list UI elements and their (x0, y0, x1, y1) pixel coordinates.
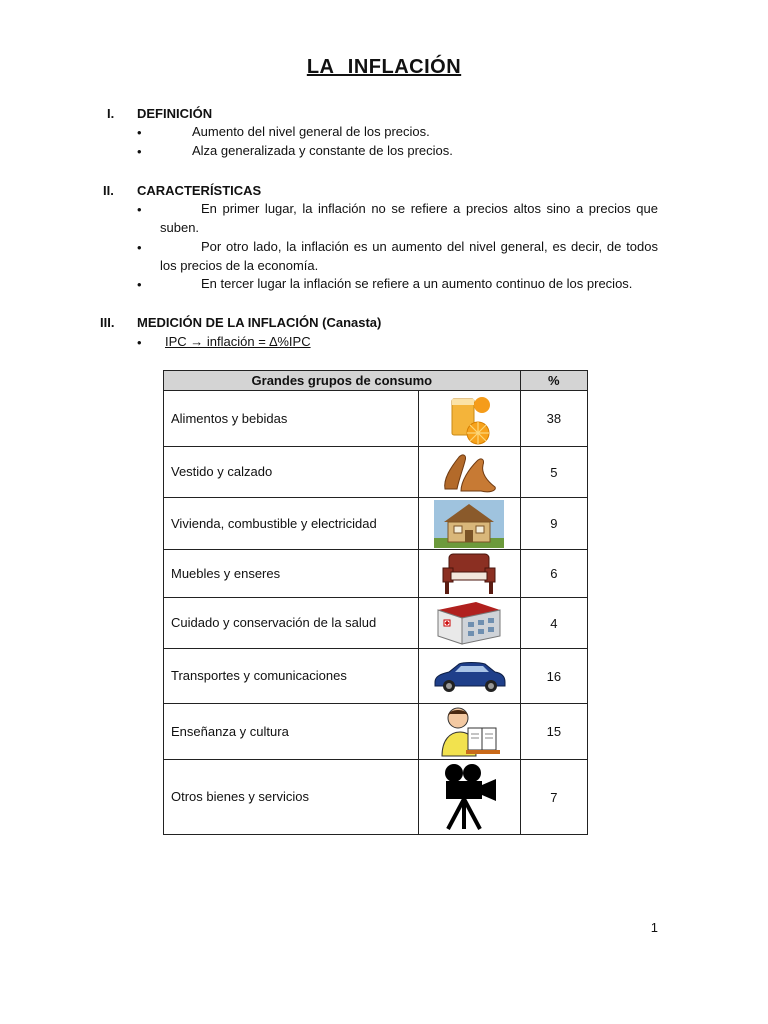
consumption-groups-table (163, 370, 588, 835)
image-cell (419, 550, 520, 598)
percent-cell: 6 (520, 550, 587, 598)
ipc-formula: IPC → inflación = ∆%IPC (165, 334, 311, 349)
car-icon (431, 667, 507, 682)
section-1-title: DEFINICIÓN (137, 106, 213, 121)
percent-cell: 15 (520, 704, 587, 760)
image-cell (419, 391, 520, 447)
section-2-bullet-2-line-1: Por otro lado, la inflación es un aumento del nivel general, es decir, de todos (201, 239, 658, 254)
image-cell (419, 498, 520, 550)
section-2-bullet-3: En tercer lugar la inflación se refiere a un aumento continuo de los precios. (201, 276, 633, 291)
bullet: • (137, 202, 142, 217)
house-icon (434, 515, 504, 530)
image-cell (419, 649, 520, 704)
table-row (164, 598, 588, 649)
page-title: LA INFLACIÓN (306, 56, 462, 78)
category-cell: Alimentos y bebidas (164, 391, 419, 447)
table-row (164, 649, 588, 704)
section-3-number: III. (100, 315, 115, 330)
image-cell (419, 704, 520, 760)
section-1-number: I. (107, 106, 115, 121)
section-2-bullet-1-line-2: suben. (160, 220, 200, 235)
section-2-title: CARACTERÍSTICAS (137, 183, 262, 198)
bullet: • (137, 240, 142, 255)
table-row (164, 447, 588, 498)
header-groups: Grandes grupos de consumo (164, 371, 521, 391)
student-reading-icon (438, 723, 500, 738)
category-cell: Vivienda, combustible y electricidad (164, 498, 419, 550)
table-row (164, 704, 588, 760)
category-cell: Otros bienes y servicios (164, 760, 419, 835)
category-cell: Vestido y calzado (164, 447, 419, 498)
bullet: • (137, 144, 142, 159)
percent-cell: 7 (520, 760, 587, 835)
table-row (164, 550, 588, 598)
table-header-row (164, 371, 588, 391)
category-cell: Muebles y enseres (164, 550, 419, 598)
section-1-bullet-2: Alza generalizada y constante de los precios. (192, 143, 453, 158)
percent-cell: 5 (520, 447, 587, 498)
hospital-icon (436, 614, 502, 629)
percent-cell: 4 (520, 598, 587, 649)
table-row (164, 760, 588, 835)
image-cell (419, 598, 520, 649)
bench-icon (441, 565, 497, 580)
percent-cell: 9 (520, 498, 587, 550)
movie-camera-icon (438, 788, 500, 803)
bullet: • (137, 335, 142, 350)
shoes-icon (437, 463, 501, 478)
category-cell: Cuidado y conservación de la salud (164, 598, 419, 649)
header-percent: % (520, 371, 587, 391)
orange-juice-icon (444, 410, 494, 425)
section-2-bullet-2-line-2: los precios de la economía. (160, 258, 319, 273)
category-cell: Transportes y comunicaciones (164, 649, 419, 704)
percent-cell: 16 (520, 649, 587, 704)
bullet: • (137, 125, 142, 140)
section-2-number: II. (103, 183, 114, 198)
category-cell: Enseñanza y cultura (164, 704, 419, 760)
table-row (164, 391, 588, 447)
percent-cell: 38 (520, 391, 587, 447)
section-1-bullet-1: Aumento del nivel general de los precios. (192, 124, 430, 139)
bullet: • (137, 277, 142, 292)
image-cell (419, 760, 520, 835)
section-3-title: MEDICIÓN DE LA INFLACIÓN (Canasta) (137, 315, 382, 330)
image-cell (419, 447, 520, 498)
table-row (164, 498, 588, 550)
section-2-bullet-1-line-1: En primer lugar, la inflación no se refiere a precios altos sino a precios que (201, 201, 658, 216)
page-number: 1 (650, 920, 658, 935)
